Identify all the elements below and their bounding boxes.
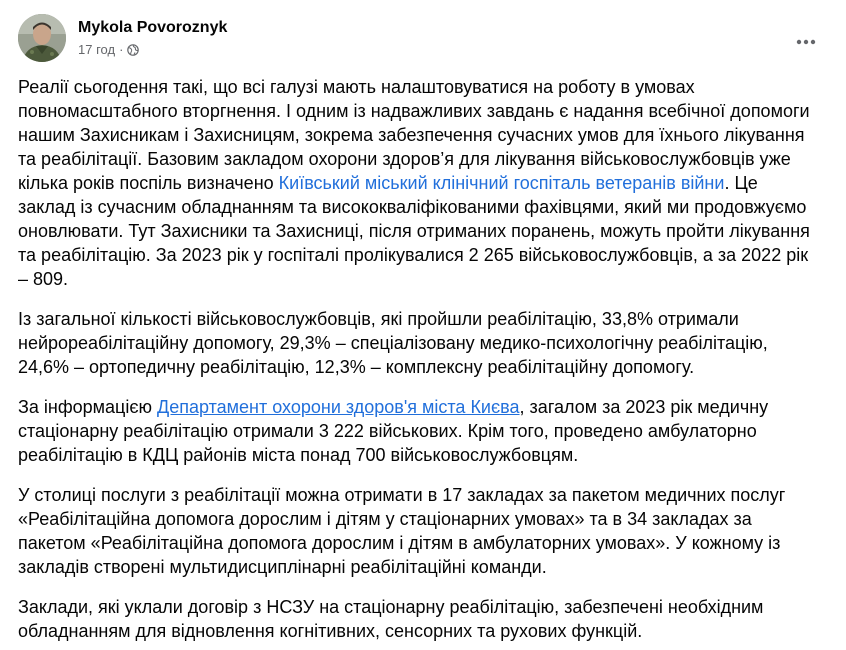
health-department-link[interactable]: Департамент охорони здоров'я міста Києва xyxy=(157,397,520,417)
globe-icon[interactable] xyxy=(127,44,139,56)
paragraph-4: У столиці послуги з реабілітації можна отримати в 17 закладах за пакетом медичних послуг «Реабілітаційна допомога дорослим і дітям у стаціонарних умовах» та в 34 закладах за пакетом «Реабілітаційна допомога дорослим і дітям в амбулаторних умовах». У кожному із закладів створені мультидисциплінарні реабілітаційні команди. xyxy=(18,485,786,577)
paragraph-3 xyxy=(18,395,818,467)
separator-dot: · xyxy=(119,42,124,57)
paragraph-2: Із загальної кількості військовослужбовців, які пройшли реабілітацію, 33,8% отримали нейрореабілітаційну допомогу, 29,3% – спеціалізовану медико-психологічну реабілітацію, 24,6% – ортопедичну реабілітацію, 12,3% – комплексну реабілітаційну допомогу. xyxy=(18,309,768,377)
post-text xyxy=(18,75,818,650)
post-header xyxy=(18,14,227,62)
paragraph-text: За інформацією xyxy=(18,397,158,417)
avatar-photo-icon xyxy=(18,14,66,62)
author-avatar[interactable] xyxy=(18,14,66,62)
paragraph-1 xyxy=(18,75,818,291)
paragraph-text: Реалії сьогодення такі, що всі галузі мають налаштовуватися на роботу в умовах повномасштабного вторгнення. І одним із надважливих завдань є надання всебічної допомоги нашим Захисникам і Захисницям, зокрема забезпечення сучасних умов для їхнього лікування та реабілітації. Базовим закладом охорони здоров’я для лікування військовослужбовців уже кілька років поспіль визначено xyxy=(18,77,810,193)
author-name[interactable]: Mykola Povoroznyk xyxy=(78,19,228,36)
paragraph-text: , загалом за 2023 рік медичну стаціонарну реабілітацію отримали 3 222 військових. Крім того, проведено амбулаторно реабілітацію в КДЦ районів міста понад 700 військовослужбовцям. xyxy=(18,397,769,465)
post-timestamp[interactable]: 17 год xyxy=(78,42,116,57)
hospital-link[interactable]: Київський міський клінічний госпіталь ветеранів війни xyxy=(278,173,725,193)
more-options-icon[interactable] xyxy=(788,24,824,60)
paragraph-5: Заклади, які уклали договір з НСЗУ на стаціонарну реабілітацію, забезпечені необхідним обладнанням для відновлення когнітивних, сенсорних та рухових функцій. xyxy=(18,597,764,641)
post-meta xyxy=(78,18,227,58)
post-subline xyxy=(78,42,227,58)
paragraph-text: . Це заклад із сучасним обладнанням та висококваліфікованими фахівцями, який ми продовжуємо оновлювати. Тут Захисники та Захисниці, після отриманих поранень, можуть пройти лікування та реабілітацію. За 2023 рік у госпіталі пролікувалися 2 265 військовослужбовців, а за 2022 рік – 809. xyxy=(18,173,810,289)
